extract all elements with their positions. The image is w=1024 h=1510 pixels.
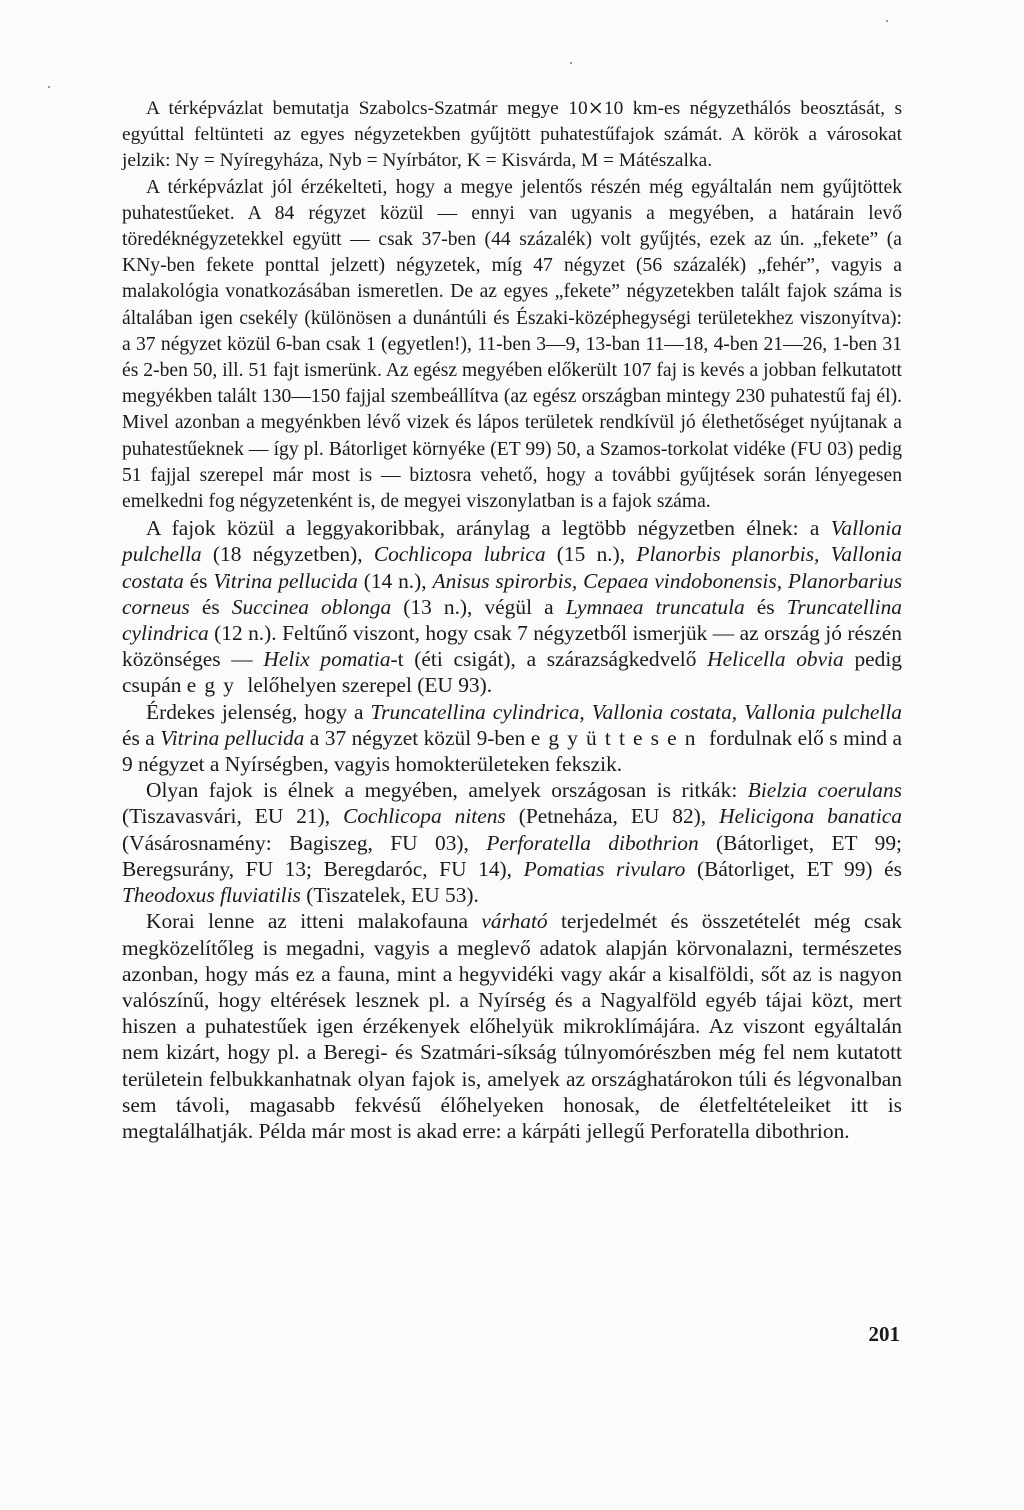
scan-speck bbox=[570, 62, 572, 64]
page-number: 201 bbox=[868, 1322, 900, 1346]
common-species-paragraph: A fajok közül a leggyakoribbak, aránylag a legtöbb négyzetben élnek: a Vallonia pulchella (18 négyzetben), Cochlicopa lubrica (15 n.), Planorbis planorbis, Vallonia costata és Vitrina pellucida (14 n.), Anisus spirorbis, Cepaea vindobonensis, Planorbarius corneus és Succinea oblonga (13 n.), végül a Lymnaea truncatula és Truncatellina cylindrica (12 n.). Feltűnő viszont, hogy csak 7 négyzetből ismerjük — az ország jó részén közönséges — Helix pomatia-t (éti csigát), a szárazságkedvelő Helicella obvia pedig csupán egy lelőhelyen szerepel (EU 93). bbox=[122, 516, 903, 698]
rare-species-paragraph: Olyan fajok is élnek a megyében, amelyek országosan is ritkák: Bielzia coerulans (Tiszavasvári, EU 21), Cochlicopa nitens (Petneháza, EU 82), Helicigona banatica (Vásárosnamény: Bagiszeg, FU 03), Perforatella dibothrion (Bátorliget, ET 99; Beregsurány, FU 13; Beregdaróc, FU 14), Pomatias rivularo (Bátorliget, ET 99) és Theodoxus fluviatilis (Tiszatelek, EU 53). bbox=[122, 778, 902, 908]
outlook-paragraph: Korai lenne az itteni malakofauna várható terjedelmét és összetételét még csak megközelítőleg is megadni, vagyis a meglevő adatok alapján körvonalazni, természetes azonban, hogy más ez a fauna, mint a hegyvidéki vagy akár a kisalföldi, sőt az is nagyon valószínű, hogy eltérések lesznek pl. a Nyírség és a Nagyalföld egyéb tájai közt, mert hiszen a puhatestűek igen érzékenyek előhelyük mikroklímájára. Az viszont egyáltalán nem kizárt, hogy pl. a Beregi- és Szatmári-síkság túlnyomórészben még fel nem kutatott területein felbukkanhatnak olyan fajok is, amelyek az országhatárokon túli és légvonalban sem távoli, magasabb fekvésű élőhelyeken honosak, de életfeltételeiket itt is megtalálhatják. Példa már most is akad erre: a kárpáti jellegű Perforatella dibothrion. bbox=[122, 909, 902, 1143]
cooccurrence-paragraph: Érdekes jelenség, hogy a Truncatellina cylindrica, Vallonia costata, Vallonia pulchella és a Vitrina pellucida a 37 négyzet közül 9-ben együttesen fordulnak elő s mind a 9 négyzet a Nyírségben, vagyis homokterületeken fekszik. bbox=[122, 699, 902, 777]
body-text bbox=[122, 96, 902, 1144]
survey-summary-paragraph: A térképvázlat jól érzékelteti, hogy a megye jelentős részén még egyáltalán nem gyűjtöttek puhatestűeket. A 84 régyzet közül — ennyi van ugyanis a megyében, a határain levő töredéknégyzetekkel együtt — csak 37-ben (44 százalék) volt gyűjtés, ezek az ún. „fekete” (a KNy-ben fekete ponttal jelzett) négyzetek, míg 47 négyzet (56 százalék) „fehér”, vagyis a malakológia vonatkozásában ismeretlen. De az egyes „fekete” négyzetekben talált fajok száma is általában igen csekély (különösen a dunántúli és Északi-középhegységi területekhez viszonyítva): a 37 négyzet közül 6-ban csak 1 (egyetlen!), 11-ben 3—9, 13-ban 11—18, 4-ben 21—26, 1-ben 31 és 2-ben 50, ill. 51 fajt ismerünk. Az egész megyében előkerült 107 faj is kevés a jobban felkutatott megyékben talált 130—150 fajjal szembeállítva (az egész országban mintegy 230 puhatestű faj él). Mivel azonban a megyénkben lévő vizek és lápos területek rendkívül jó élethetőséget nyújtanak a puhatestűeknek — így pl. Bátorliget környéke (ET 99) 50, a Szamos-torkolat vidéke (FU 03) pedig 51 fajjal szerepel már most is — biztosra vehető, hogy a további gyűjtések során lényegesen emelkedni fog négyzetenként is, de megyei viszonylatban is a fajok száma. bbox=[122, 176, 902, 513]
scan-speck bbox=[48, 86, 50, 88]
scan-speck bbox=[886, 20, 888, 22]
map-caption-paragraph: A térképvázlat bemutatja Szabolcs-Szatmár megye 10⨯10 km-es négyzethálós beosztását, s egyúttal feltünteti az egyes négyzetekben gyűjtött puhatestűfajok számát. A körök a városokat jelzik: Ny = Nyíregyháza, Nyb = Nyírbátor, K = Kisvárda, M = Mátészalka. bbox=[122, 98, 902, 172]
